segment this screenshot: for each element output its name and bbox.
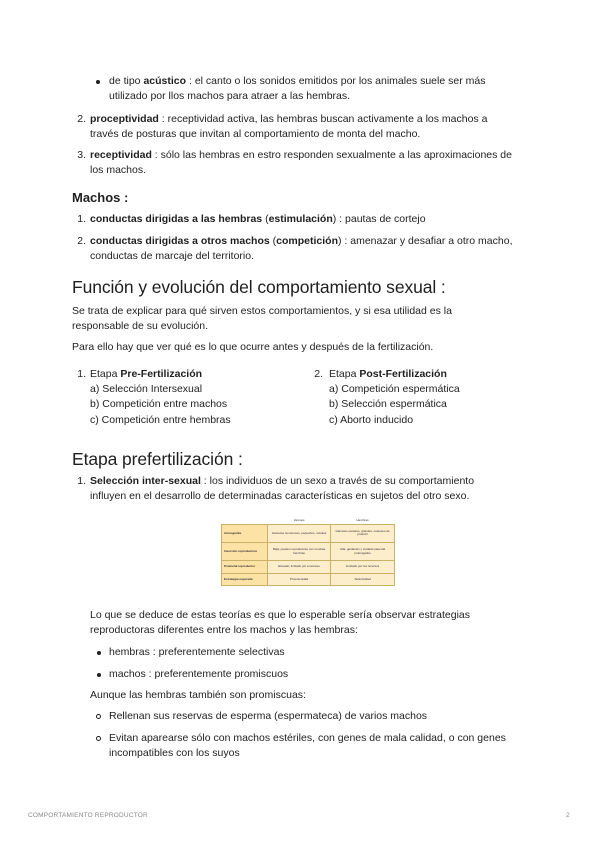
section-heading-machos: Machos : xyxy=(72,190,129,205)
section-heading-prefertilizacion: Etapa prefertilización : xyxy=(72,449,243,469)
list-item-machos-esteriles-cont: incompatibles con los suyos xyxy=(109,747,240,759)
table-cell: Limitado por los recursos xyxy=(331,561,395,573)
table-cell: Elevado; limitado por el acceso xyxy=(268,561,331,573)
paragraph-funcion-1: Se trata de explicar para qué sirven estos comportamientos, y si esa utilidad es la xyxy=(72,305,452,317)
table-header-cell xyxy=(222,517,268,524)
table-cell: Inversión reproductora xyxy=(222,543,268,561)
list-item-proceptividad-cont: través de posturas que invitan al comportamiento de monta del macho. xyxy=(90,128,421,140)
list-item-receptividad-cont: los machos. xyxy=(90,164,147,176)
list-number: 1. xyxy=(77,475,86,487)
list-item-machos: machos : preferentemente promiscuos xyxy=(109,668,289,680)
list-number: 1. xyxy=(77,213,86,225)
list-item-seleccion-intersexual: Selección inter-sexual : los individuos de un sexo a través de su comportamiento xyxy=(90,475,475,487)
list-item-competicion: conductas dirigidas a otros machos (competición) : amenazar y desafiar a otro macho, xyxy=(90,235,513,247)
paragraph-funcion-2: Para ello hay que ver qué es lo que ocurre antes y después de la fertilización. xyxy=(72,341,434,353)
etapa-post-item: b) Selección espermática xyxy=(329,398,447,410)
table-cell: Potencial reproductor xyxy=(222,561,268,573)
bullet-circle-icon xyxy=(96,714,101,719)
table-header-cell: Hembras xyxy=(331,517,395,524)
comparison-table xyxy=(221,517,395,586)
list-item-proceptividad: proceptividad : receptividad activa, las hembras buscan activamente a los machos a xyxy=(90,113,488,125)
bullet-disc-icon xyxy=(96,80,100,84)
paragraph-funcion-1-cont: responsable de su evolución. xyxy=(72,320,209,332)
table-cell: Baja; pueden reproducirse con muchas hembras xyxy=(268,543,331,561)
list-item-machos-esteriles: Evitan aparearse sólo con machos estériles, con genes de mala calidad, o con genes xyxy=(109,732,506,744)
list-item-receptividad: receptividad : sólo las hembras en estro responden sexualmente a las aproximaciones de xyxy=(90,149,512,161)
bullet-disc-icon xyxy=(97,673,101,677)
list-item-seleccion-intersexual-cont: influyen en el desarrollo de determinadas características en sujetos del otro sexo. xyxy=(90,490,470,502)
list-item-acustico: de tipo acústico : el canto o los sonidos emitidos por los animales suele ser más xyxy=(109,75,486,87)
list-item-espermateca: Rellenan sus reservas de esperma (espermateca) de varios machos xyxy=(109,710,428,722)
list-item-competicion-cont: conductas de marcaje del territorio. xyxy=(90,250,254,262)
table-cell: Promiscuidad xyxy=(268,573,331,585)
list-item-estimulacion: conductas dirigidas a las hembras (estimulación) : pautas de cortejo xyxy=(90,213,426,225)
table-row xyxy=(222,573,395,585)
list-number: 1. xyxy=(77,368,86,380)
table-header-cell: Varones xyxy=(268,517,331,524)
list-number: 2. xyxy=(77,235,86,247)
section-heading-funcion: Función y evolución del comportamiento sexual : xyxy=(72,277,446,297)
list-number: 2. xyxy=(314,368,323,380)
table-header-row xyxy=(222,517,395,524)
table-cell: Alta; gestación y cuidado parental prolongados xyxy=(331,543,395,561)
etapa-pre-title: Etapa Pre-Fertilización xyxy=(90,368,203,380)
table-row xyxy=(222,561,395,573)
table-row xyxy=(222,524,395,542)
table-cell: Estrategia esperada xyxy=(222,573,268,585)
list-number: 2. xyxy=(77,113,86,125)
paragraph-deduce: Lo que se deduce de estas teorías es que lo esperable sería observar estrategias xyxy=(90,609,470,621)
table-cell: Gametos numerosos, pequeños, móviles xyxy=(268,524,331,542)
table-cell: Anisogamia xyxy=(222,524,268,542)
etapa-pre-item: c) Competición entre hembras xyxy=(90,414,231,426)
list-item-hembras: hembras : preferentemente selectivas xyxy=(109,646,285,658)
bullet-circle-icon xyxy=(96,736,101,741)
etapa-pre-item: a) Selección Intersexual xyxy=(90,383,203,395)
etapa-post-title: Etapa Post-Fertilización xyxy=(329,368,447,380)
table-row xyxy=(222,543,395,561)
etapa-pre-item: b) Competición entre machos xyxy=(90,398,228,410)
page-number: 2 xyxy=(566,812,570,819)
etapa-post-item: c) Aborto inducido xyxy=(329,414,414,426)
table-cell: Gametos escasos, grandes, costosos de producir xyxy=(331,524,395,542)
list-number: 3. xyxy=(77,149,86,161)
paragraph-aunque: Aunque las hembras también son promiscuas: xyxy=(90,689,306,701)
footer-title: COMPORTAMIENTO REPRODUCTOR xyxy=(28,812,148,819)
paragraph-deduce-cont: reproductoras diferentes entre los machos y las hembras: xyxy=(90,624,358,636)
list-item-acustico-cont: utilizado por llos machos para atraer a las hembras. xyxy=(109,90,351,102)
table-cell: Selectividad xyxy=(331,573,395,585)
etapa-post-item: a) Competición espermática xyxy=(329,383,460,395)
bullet-disc-icon xyxy=(97,651,101,655)
